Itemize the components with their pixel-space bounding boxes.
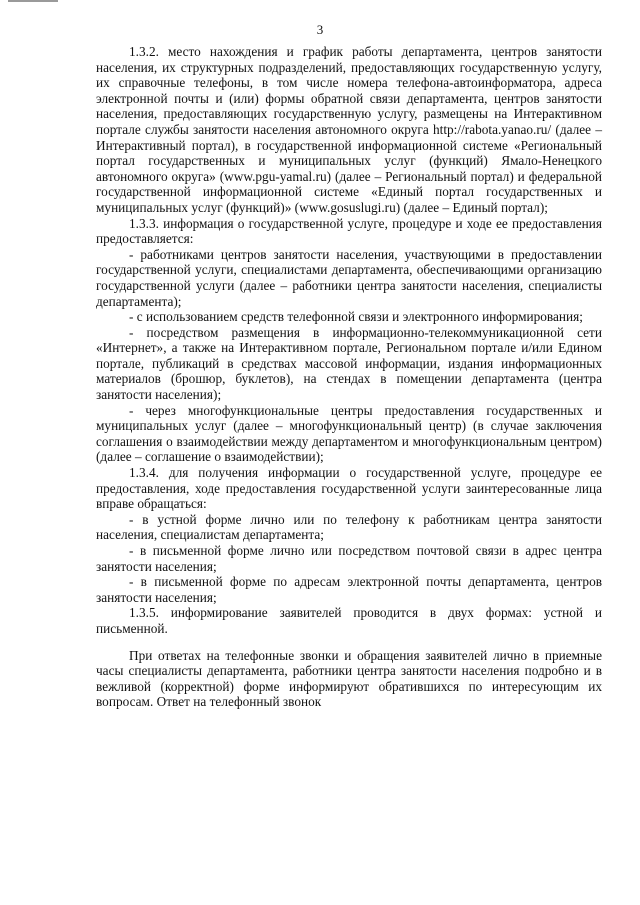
paragraph-1-3-5: 1.3.5. информирование заявителей проводится в двух формах: устной и письменной. (96, 605, 602, 636)
document-body (96, 44, 602, 710)
paragraph-phone-answers: При ответах на телефонные звонки и обращения заявителей лично в приемные часы специалисты департамента, работники центра занятости населения подробно и в вежливой (корректной) форме информируют обратившихся по интересующим их вопросам. Ответ на телефонный звонок (96, 647, 602, 710)
list-item-telephone: - с использованием средств телефонной связи и электронного информирования; (129, 309, 583, 325)
list-item-staff: - работниками центров занятости населения, участвующими в предоставлении государственной услуги, специалистами департамента, обеспечивающими организацию государственной услуги (далее – работники центра занятости населения, специалисты департамента); (96, 246, 602, 309)
paragraph-1-3-2: 1.3.2. место нахождения и график работы департамента, центров занятости населения, их структурных подразделений, предоставляющих государственную услугу, их справочные телефоны, в том числе номера телефона-автоинформатора, адреса электронной почты и (или) формы обратной связи департамента, центров занятости населения, предоставляющих государственную услугу, размещены на Интерактивном портале службы занятости населения автономного округа http://rabota.yanao.ru/ (далее – Интерактивный портал), в государственной информационной системе «Региональный портал государственных и муниципальных услуг (функций) Ямало-Ненецкого автономного округа» (www.pgu-yamal.ru) (далее – Региональный портал) и федеральной государственной информационной системе «Единый портал государственных и муниципальных услуг (функций)» (www.gosuslugi.ru) (далее – Единый портал); (96, 44, 602, 215)
paragraph-1-3-4: 1.3.4. для получения информации о государственной услуге, процедуре ее предоставления, ходе предоставления государственной услуги заинтересованные лица вправе обращаться: (96, 465, 602, 512)
list-item-written-post: - в письменной форме лично или посредством почтовой связи в адрес центра занятости населения; (96, 543, 602, 574)
list-item-mfc: - через многофункциональные центры предоставления государственных и муниципальных услуг (далее – многофункциональный центр) (в случае заключения соглашения о взаимодействии между департаментом и многофункциональным центром) (далее – соглашение о взаимодействии); (96, 402, 602, 465)
list-item-oral: - в устной форме лично или по телефону к работникам центра занятости населения, специалистам департамента; (96, 511, 602, 543)
list-item-written-email: - в письменной форме по адресам электронной почты департамента, центров занятости населения; (96, 574, 602, 605)
page-number: 3 (316, 22, 324, 37)
scan-edge-mark (8, 0, 58, 2)
paragraph-1-3-3: 1.3.3. информация о государственной услуге, процедуре и ходе ее предоставления предоставляется: (96, 215, 602, 247)
list-item-internet: - посредством размещения в информационно-телекоммуникационной сети «Интернет», а также на Интерактивном портале, Региональном портале и/или Едином портале, публикаций в средствах массовой информации, издания информационных материалов (брошюр, буклетов), на стендах в помещении департамента (центра занятости населения); (96, 324, 602, 403)
